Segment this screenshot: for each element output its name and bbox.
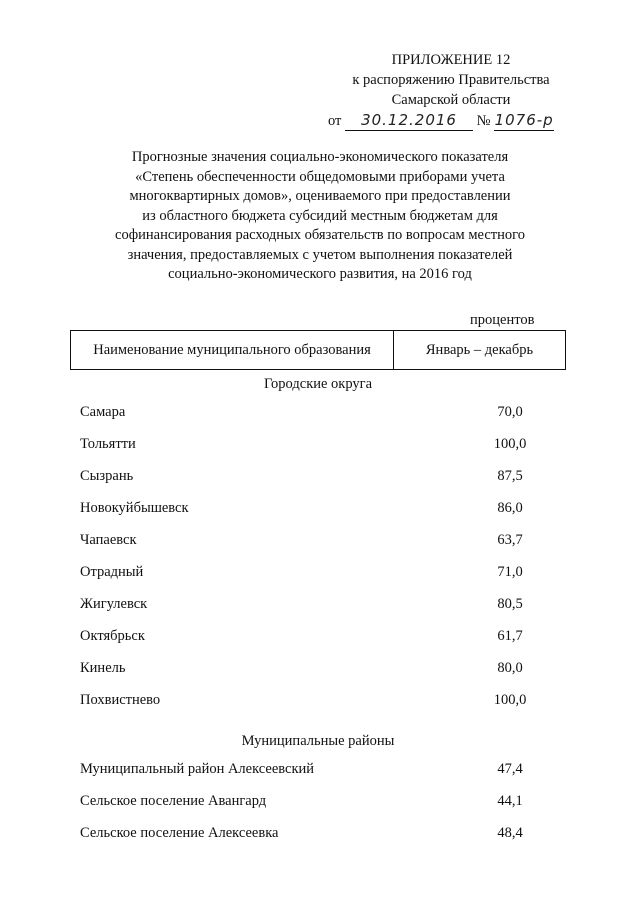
handwritten-number: 1076-р (494, 111, 554, 129)
row-value: 87,5 (497, 468, 523, 484)
table-row (80, 761, 566, 778)
appendix-line-1: к распоряжению Правительства (352, 72, 550, 88)
section-title: Муниципальные районы (241, 733, 395, 749)
row-value: 61,7 (497, 628, 523, 644)
table-row (80, 660, 566, 677)
heading-line: «Степень обеспеченности общедомовыми приборами учета (135, 168, 505, 185)
row-name: Жигулевск (80, 596, 148, 612)
table-row (80, 500, 566, 517)
table-row (80, 404, 566, 421)
row-value: 47,4 (497, 761, 523, 777)
heading-line: Прогнозные значения социально-экономического показателя (131, 149, 509, 165)
row-name: Сельское поселение Алексеевка (80, 825, 279, 841)
column-header-name: Наименование муниципального образования (71, 331, 394, 369)
table-row (80, 628, 566, 645)
heading-line: многоквартирных домов», оцениваемого при предоставлении (129, 188, 511, 204)
row-value: 100,0 (493, 436, 527, 452)
appendix-title: ПРИЛОЖЕНИЕ 12 (391, 52, 511, 68)
row-value: 100,0 (493, 692, 527, 708)
appendix-block (326, 50, 576, 131)
row-value: 70,0 (497, 404, 523, 420)
from-label: от (328, 113, 342, 129)
handwritten-date: 30.12.2016 (345, 110, 473, 131)
row-name: Сызрань (80, 468, 134, 484)
table-row (80, 436, 566, 453)
table-row (80, 692, 566, 709)
row-name: Новокуйбышевск (80, 500, 189, 516)
table-row (80, 532, 566, 549)
row-name: Муниципальный район Алексеевский (80, 761, 315, 777)
number-label: № (476, 113, 491, 129)
row-name: Отрадный (80, 564, 144, 580)
table-row (80, 825, 566, 842)
table-header (70, 330, 566, 370)
table-row (80, 468, 566, 485)
units-label: процентов (470, 312, 535, 328)
table-row (80, 564, 566, 581)
row-name: Октябрьск (80, 628, 145, 644)
row-value: 44,1 (497, 793, 523, 809)
appendix-line-2: Самарской области (391, 92, 511, 108)
heading-line: социально-экономического развития, на 2016 год (168, 266, 472, 282)
row-name: Кинель (80, 660, 126, 676)
table-row (80, 596, 566, 613)
row-value: 48,4 (497, 825, 523, 841)
row-value: 80,0 (497, 660, 523, 676)
document-heading (90, 148, 550, 285)
heading-line: из областного бюджета субсидий местным бюджетам для (142, 207, 498, 224)
heading-line: значения, предоставляемых с учетом выполнения показателей (127, 246, 513, 263)
section-title: Городские округа (263, 376, 373, 392)
row-value: 86,0 (497, 500, 523, 516)
heading-line: софинансирования расходных обязательств по вопросам местного (115, 227, 525, 243)
row-value: 63,7 (497, 532, 523, 548)
row-name: Похвистнево (80, 692, 161, 708)
row-value: 80,5 (497, 596, 523, 612)
decree-date-number (326, 110, 576, 131)
row-value: 71,0 (497, 564, 523, 580)
table-row (80, 793, 566, 810)
row-name: Чапаевск (80, 532, 137, 548)
column-header-period: Январь – декабрь (425, 341, 534, 358)
row-name: Самара (80, 404, 126, 420)
row-name: Сельское поселение Авангард (80, 793, 267, 809)
row-name: Тольятти (80, 436, 136, 452)
